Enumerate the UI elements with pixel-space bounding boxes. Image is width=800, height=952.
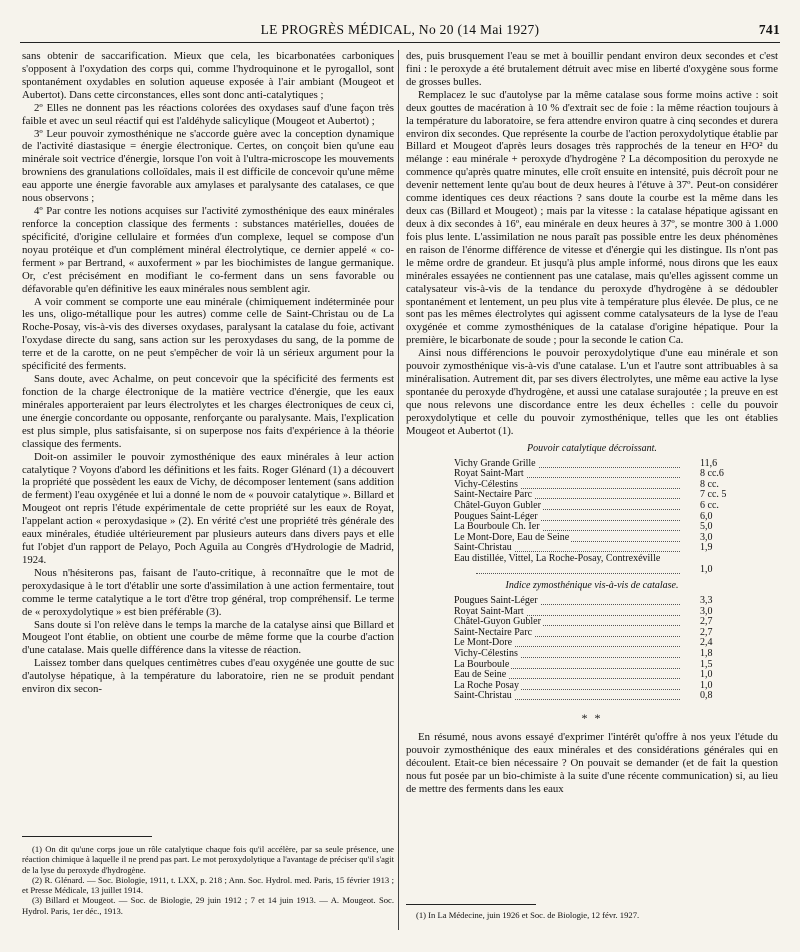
paragraph: Sans doute si l'on relève dans le temps la marche de la catalyse ainsi que Billard et Mougeot l'ont établie, on obtient une courbe de même forme que la courbe d'action d'une catalase. Mais quelle différence dans la vitesse de réaction.: [22, 618, 394, 657]
left-footnotes: [22, 844, 394, 916]
spring-value: 2,7: [700, 626, 713, 638]
table-title-zymosthenic: Indice zymosthénique vis-à-vis de catalase.: [505, 580, 679, 592]
footnote-rule: [406, 904, 536, 905]
spring-name: [454, 691, 514, 702]
spring-name-text: Royat Saint-Mart: [454, 468, 524, 480]
paragraph: Remplacez le suc d'autolyse par la même catalase sous forme moins active : soit deux gouttes de macération à 10 % d'extrait sec de foie : la même réaction toujours à la température du laboratoire, se fera attendre environ quatre à cinq secondes et durera environ dix secondes. Que représente la courbe de l'action peroxydolytique établie par Billard et Mougeot d'après leurs dosages très rapprochés de la teneur en H²O² du mélange : eau minérale + peroxyde d'hydrogène ? La décomposition du peroxyde ne commence qu'après quatre minutes, elle croît ensuite en intensité, puis décroît pour ne devenir nettement lente qu'au bout de deux heures à l'étuve à 37º. Peut-on considérer comme identiques ces deux réactions ? sans doute la courbe est la même dans les deux cas (Billard et Mougeot) ; mais par la vitesse : la catalase hépatique agissant en deux à dix secondes à 16º, eau minérale en deux heures à 37º, se montre 300 à 1.000 fois plus lente. L'assimilation ne nous paraît pas possible entre les deux phénomènes en raison de l'énorme différence de vitesse et d'énergie qui les distingue. Ils n'ont pas le même ordre de grandeur. Et jusqu'à plus ample informé, nous dirons que les eaux minérales essayées ne contiennent pas une catalase, mais qu'elles agissent comme un catalysateur vis-à-vis de la tendance du peroxyde d'hydrogène à se dédoubler spontanément et lentement, un peu plus vite à température plus élevée. De plus, ce ne sont pas les mêmes électrolytes qui agissent comme catalysateurs de la lyse de l'eau oxygénée et comme zymosthéniques de la catalase d'origine hépatique. Pour la première, le bicarbonate de soude ; pour la seconde le cation Ca.: [406, 88, 778, 347]
spring-value: 1,0: [700, 679, 713, 691]
spring-value: 1,5: [700, 658, 713, 670]
spring-value: 8 cc.6: [700, 468, 724, 480]
spring-value: 1,8: [700, 648, 713, 659]
paragraph: En résumé, nous avons essayé d'exprimer l'intérêt qu'offre à nos yeux l'étude du pouvoir zymosthénique des eaux minérales et des considérations générales qui en découlent. Etait-ce bien nécessaire ? On pouvait se demander (et de fait la question nous fut posée par un bio-chimiste à la suite d'une récente communication) si, au lieu de mettre des ferments dans les eaux: [406, 730, 778, 795]
spring-name: [454, 501, 543, 512]
spring-name-text: Eau distillée, Vittel, La Roche-Posay, Contrexéville: [454, 552, 661, 564]
spring-value: 2,4: [700, 637, 713, 649]
spring-value: 1,9: [700, 542, 713, 554]
paragraph: Nous n'hésiterons pas, faisant de l'auto-critique, à reconnaître que le mot de peroxydasique à le tort d'établir une sorte d'assimilation à une action fermentaire, tout comme le terme catalytique a le tort d'être trop général, trop compréhensif. Le terme de « peroxydolytique » est bien préférable (3).: [22, 566, 394, 618]
spring-value: 6,0: [700, 510, 713, 522]
table-row: [406, 501, 778, 512]
paragraph: 3º Leur pouvoir zymosthénique ne s'accorde guère avec la conception dynamique de l'activité diastasique = énergie électronique. Certes, on conçoit bien qu'une eau minérale soit vectrice d'énergie, lorsque l'on voit à l'ultra-microscope les mouvements browniens des granulations colloïdales, mais il est difficile de concevoir qu'une même eau apporte une énergie favorable aux amylases et paralysante des catalases, ce que nous observons ;: [22, 127, 394, 205]
footnote: (2) R. Glénard. — Soc. Biologie, 1911, t. LXX, p. 218 ; Ann. Soc. Hydrol. med. Paris, 15 février 1913 ; et Presse Médicale, 13 juillet 1914.: [22, 874, 394, 896]
right-footnote: [406, 910, 778, 920]
spring-value: 1,0: [700, 563, 713, 575]
section-separator: * *: [581, 710, 603, 725]
spring-value: 3,3: [700, 595, 713, 607]
footnote: (1) On dit qu'une corps joue un rôle catalytique chaque fois qu'il accélère, par sa seule présence, une réaction chimique à laquelle il ne prend pas part. Le mot peroxydolytique a l'avantage de préciser qu'il s'agit de la lyse du peroxyde d'hydrogène.: [22, 844, 394, 875]
running-header: [20, 22, 780, 43]
paragraph: A voir comment se comporte une eau minérale (chimiquement indéterminée pour les uns, oligo-métallique pour les autres) comme celle de Saint-Christau ou de La Roche-Posay, vis-à-vis des diverses oxydases, paralysant la catalase du foie, activant l'oxydase directe du sang, sans action sur les peroxydases du sang, de la pomme de terre et de la carotte, on ne peut s'empêcher de voir là un sérieux argument pour la spécificité des ferments.: [22, 295, 394, 373]
spring-value: 3,0: [700, 605, 713, 617]
spring-name-text: Saint-Nectaire Parc: [454, 489, 533, 501]
spring-value: 0,8: [700, 690, 713, 702]
spring-name: [454, 649, 520, 660]
paragraph: Laissez tomber dans quelques centimètres cubes d'eau oxygénée une goutte de suc d'autolyse hépatique, à la température du laboratoire, rien ne se produit pendant environ dix secon-: [22, 657, 394, 696]
paragraph: Doit-on assimiler le pouvoir zymosthénique des eaux minérales à leur action catalytique ? Voyons d'abord les définitions et les faits. Roger Glénard (1) a découvert la propriété que possèdent les eaux de Vichy, de décomposer lentement (sans addition de ferment) l'eau oxygénée et lui a donné le nom de « pouvoir catalytique ». Billard et Mougeot ont repris l'étude expérimentale de cette propriété sur les eaux de Royat, l'appelant action « peroxydasique » (2). En vérité c'est une propriété très générale des eaux minérales, étudiée ultérieurement par plusieurs auteurs dans divers pays et elle fut l'objet d'un rapport de Pelayo, Poch Aguila au Congrès d'Hydrologie de Madrid, 1924.: [22, 450, 394, 566]
spring-name-text: Châtel-Guyon Gubler: [454, 499, 541, 511]
spring-name-text: Royat Saint-Mart: [454, 605, 524, 617]
spring-value: 3,0: [700, 531, 713, 543]
left-column: [22, 50, 394, 696]
running-title: LE PROGRÈS MÉDICAL, No 20 (14 Mai 1927): [260, 22, 540, 37]
spring-name-text: Vichy-Célestins: [454, 648, 518, 659]
table-catalytic-power: [406, 459, 778, 576]
spring-name-text: Vichy-Célestins: [454, 478, 518, 490]
table-row: [406, 554, 778, 575]
paragraph: sans obtenir de saccarification. Mieux que cela, les bicarbonatées carboniques s'opposent à l'oxydation des corps qui, comme l'hydroquinone et le pyrogallol, sont spontanément oxydables en solution aqueuse exposée à l'air ambiant (Mougeot et Aubertot). Dans cette circonstances, elles sont donc anti-catalytiques ;: [22, 50, 394, 101]
spring-name-text: Saint-Nectaire Parc: [454, 626, 533, 638]
spring-value: 8 cc.: [700, 478, 719, 490]
dot-leader: [476, 573, 680, 574]
spring-name-text: Saint-Christau: [454, 690, 512, 702]
spring-name-text: Le Mont-Dore, Eau de Seine: [454, 531, 570, 543]
paragraph: 4º Par contre les notions acquises sur l'activité zymosthénique des eaux minérales renforce la conception classique des ferments : substances matérielles, douées de spécificité, d'origine cellulaire et formées d'un complexe, lequel se compose d'un noyau protéique et d'un complément minéral électrolytique, ce dernier appelé « co-ferment » par Bertrand, « auxoferment » par les biochimistes de langue germanique. Or, c'est précisément en modifiant le co-ferment dans un sens favorable ou défavorable qu'en définitive les eaux minérales nous semblent agir.: [22, 205, 394, 295]
spring-value: 1,0: [700, 669, 713, 681]
spring-name-text: Pougues Saint-Léger: [454, 595, 538, 607]
spring-name-text: Châtel-Guyon Gubler: [454, 616, 541, 628]
spring-name-text: La Bourboule Ch. Ier: [454, 521, 540, 533]
footnote: (1) In La Médecine, juin 1926 et Soc. de Biologie, 12 févr. 1927.: [416, 910, 640, 920]
spring-value: 11,6: [700, 457, 718, 469]
spring-name-text: Pougues Saint-Léger: [454, 510, 538, 522]
spring-value: 7 cc. 5: [700, 489, 727, 501]
spring-value: 2,7: [700, 616, 713, 628]
footnote-rule: [22, 836, 152, 837]
spring-name-text: Saint-Christau: [454, 542, 512, 554]
page-number: 741: [758, 22, 780, 37]
paragraph: Sans doute, avec Achalme, on peut concevoir que la spécificité des ferments est fonction de la charge électronique de la matière vectrice d'énergie, que les eaux minérales apporteraient par leurs électrolytes et les charges électroniques de ceux ci, une énergie concordante ou opposante, renforçante ou paralysante. Mais, l'explication est plus simple, plus satisfaisante, si on superpose nos faits d'expérience à la théorie classique des ferments.: [22, 373, 394, 450]
table-title-catalytic: Pouvoir catalytique décroissant.: [527, 442, 657, 454]
table-zymosthenic-index: [406, 596, 778, 702]
spring-name-text: Le Mont-Dore: [454, 637, 513, 649]
spring-name-text: La Bourboule: [454, 658, 510, 670]
footnote: (3) Billard et Mougeot. — Soc. de Biologie, 29 juin 1912 ; 7 et 14 juin 1913. — A. Mougeot. Soc. Hydrol. Paris, 1er déc., 1913.: [22, 895, 394, 916]
paragraph: 2º Elles ne donnent pas les réactions colorées des oxydases sauf d'une façon très faible et avec un seul réactif qui est l'aldéhyde salicylique (Mougeot et Aubertot) ;: [22, 101, 394, 127]
spring-value: 6 cc.: [700, 499, 719, 511]
spring-name-text: Eau de Seine: [454, 669, 507, 681]
spring-name: [454, 554, 684, 565]
table-row: [406, 691, 778, 702]
paragraph: des, puis brusquement l'eau se met à bouillir pendant environ deux secondes et c'est fini : le peroxyde a été brutalement détruit avec mise en liberté d'oxygène sous forme de grosses bulles.: [406, 50, 778, 88]
paragraph: Ainsi nous différencions le pouvoir peroxydolytique d'une eau minérale et son pouvoir zymosthénique vis-à-vis d'une catalase. L'un et l'autre sont attribuables à sa minéralisation. Autrement dit, par ses divers électrolytes, une même eau active la lyse spontanée du peroxyde d'hydrogène, et aussi une catalase surajoutée ; la preuve en est que nous relevons une discordance entre les deux échelles : celle du pouvoir peroxydolytique et celle du pouvoir zymosthénique, telles que les ont établies Mougeot et Aubertot (1).: [406, 347, 778, 437]
table-row: [406, 649, 778, 660]
spring-value: 5,0: [700, 521, 713, 533]
right-column: [406, 50, 778, 796]
column-divider: [398, 50, 399, 930]
spring-name-text: Vichy Grande Grille: [454, 457, 536, 469]
spring-name-text: La Roche Posay: [454, 679, 519, 691]
